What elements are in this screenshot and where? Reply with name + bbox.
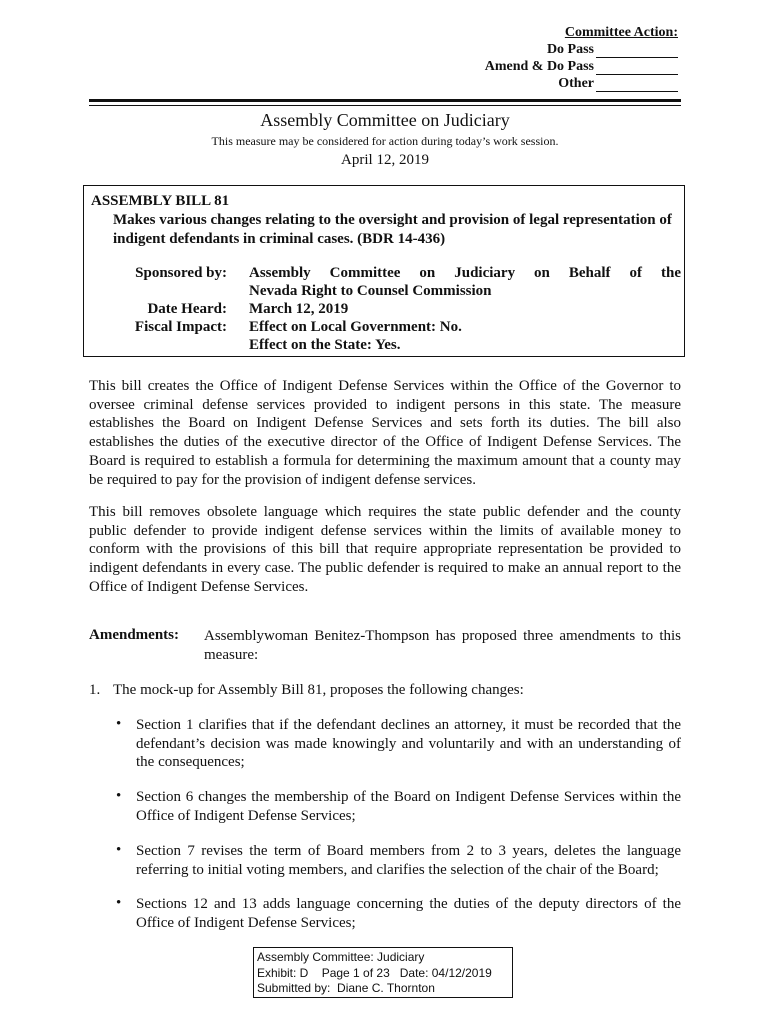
header-rule-thick [89,99,681,102]
sponsored-line1: Assembly Committee on Judiciary on Behalf of the [249,265,681,281]
summary-paragraph-1: This bill creates the Office of Indigent Defense Services within the Office of the Governor to oversee criminal defense services provided to indigent persons in this state. The measure establishes the Board on Indigent Defense Services and sets forth its duties. The bill also establishes the duties of the executive director of the Office of Indigent Defense Services. The Board is required to establish a formula for determining the maximum amount that a county may be required to pay for the provision of indigent defense services. [89,378,681,488]
bullet-item-1: Section 1 clarifies that if the defendant declines an attorney, it must be recorded that the defendant’s decision was made knowingly and voluntarily and with an understanding of the consequences; [136,717,681,771]
exhibit-submitted-by: Submitted by: Diane C. Thornton [257,981,435,995]
amend-do-pass-row [485,58,678,75]
bullet-icon: • [116,716,122,732]
hearing-date: April 12, 2019 [341,152,429,168]
bullet-icon: • [116,788,122,804]
amendments-label: Amendments: [89,627,179,643]
committee-title: Assembly Committee on Judiciary [260,110,510,130]
header-rule-thin [89,105,681,106]
sponsored-label: Sponsored by: [135,265,227,281]
amend-do-pass-blank [596,61,678,75]
fiscal-local: Effect on Local Government: No. [249,319,462,335]
bullet-item-2: Section 6 changes the membership of the Board on Indigent Defense Services within the Office of Indigent Defense Services; [136,789,681,824]
other-blank [596,78,678,92]
date-heard-label: Date Heard: [147,301,227,317]
bullet-item-4: Sections 12 and 13 adds language concerning the duties of the deputy directors of the Office of Indigent Defense Services; [136,896,681,931]
do-pass-row [485,41,678,58]
bill-info [0,264,770,354]
fiscal-state: Effect on the State: Yes. [249,337,401,353]
bullet-item-3: Section 7 revises the term of Board members from 2 to 3 years, deletes the language referring to initial voting members, and clarifies the selection of the chair of the Board; [136,843,681,878]
bill-description: Makes various changes relating to the oversight and provision of legal representation of indigent defendants in criminal cases. (BDR 14-436) [113,212,672,247]
exhibit-committee: Assembly Committee: Judiciary [257,950,425,964]
fiscal-impact-label: Fiscal Impact: [134,319,227,335]
list-item-text: The mock-up for Assembly Bill 81, proposes the following changes: [113,682,524,698]
list-item-number: 1. [89,682,101,698]
amend-do-pass-label: Amend & Do Pass [484,59,594,74]
date-heard-value: March 12, 2019 [249,301,349,317]
other-label: Other [558,76,594,91]
other-row [485,75,678,92]
do-pass-label: Do Pass [546,42,594,57]
amendments-text: Assemblywoman Benitez-Thompson has proposed three amendments to this measure: [204,628,681,663]
exhibit-page-date: Exhibit: D Page 1 of 23 Date: 04/12/2019 [257,965,492,980]
summary-paragraph-2: This bill removes obsolete language which requires the state public defender and the county public defender to provide indigent defense services within the limits of available money to conform with the provisions of this bill that require appropriate representation be provided to indigent defendants in every case. The public defender is required to make an annual report to the Office of Indigent Defense Services. [89,504,681,595]
exhibit-stamp [253,947,513,998]
committee-action-title: Committee Action: [564,25,678,40]
bullet-icon: • [116,842,122,858]
committee-action-block [485,24,678,92]
do-pass-blank [596,44,678,58]
sponsored-line2: Nevada Right to Counsel Commission [249,283,492,299]
bill-number: ASSEMBLY BILL 81 [91,193,230,209]
bullet-icon: • [116,895,122,911]
work-session-note: This measure may be considered for action during today’s work session. [211,134,559,148]
